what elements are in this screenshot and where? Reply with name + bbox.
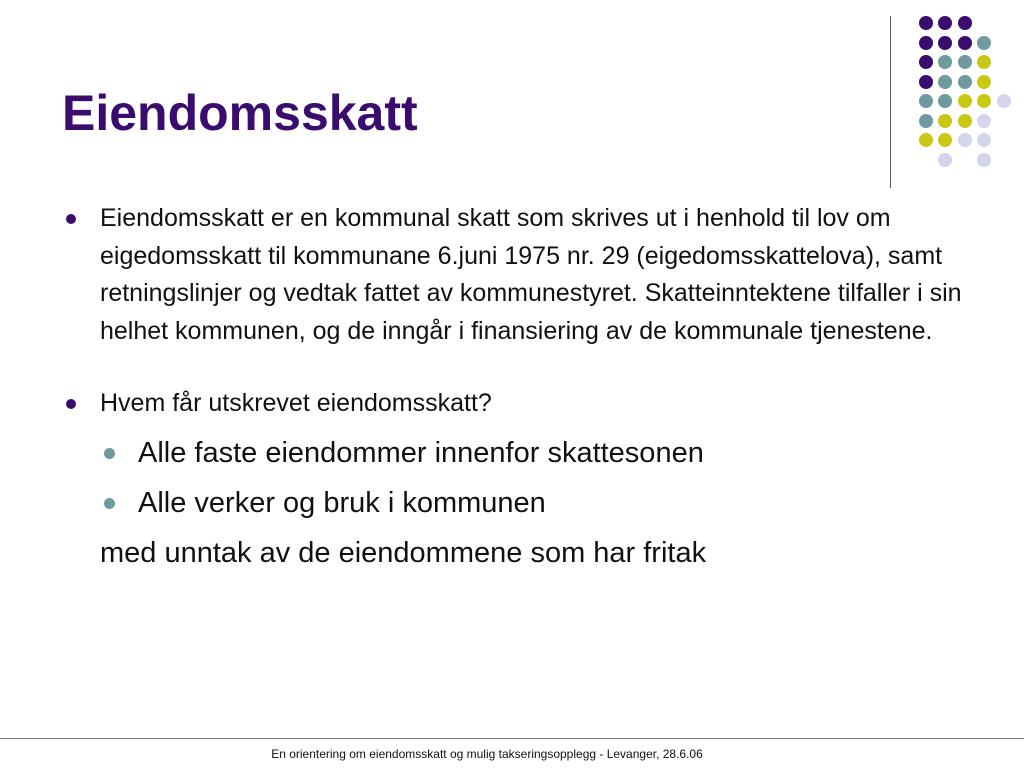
sub-bullet-text: Alle verker og bruk i kommunen bbox=[138, 486, 546, 519]
footer-text: En orientering om eiendomsskatt og mulig takseringsopplegg - Levanger, 28.6.06 bbox=[271, 747, 703, 761]
decorative-dot-icon bbox=[938, 114, 952, 128]
decorative-dot-icon bbox=[997, 94, 1011, 108]
decorative-dot-icon bbox=[958, 16, 972, 30]
bullet-dot-icon bbox=[66, 399, 76, 409]
decorative-dot-icon bbox=[977, 133, 991, 147]
sub-bullet-item bbox=[62, 483, 992, 523]
decorative-dot-icon bbox=[938, 133, 952, 147]
decorative-dot-icon bbox=[958, 114, 972, 128]
decorative-dot-icon bbox=[977, 75, 991, 89]
slide-body bbox=[62, 200, 992, 573]
decorative-dot-icon bbox=[938, 75, 952, 89]
decorative-dot-icon bbox=[977, 94, 991, 108]
decorative-dot-icon bbox=[977, 114, 991, 128]
sub-bullet-dot-icon bbox=[104, 448, 115, 459]
decorative-dot-icon bbox=[958, 133, 972, 147]
decorative-dot-icon bbox=[919, 55, 933, 69]
decorative-dot-icon bbox=[938, 94, 952, 108]
slide-title: Eiendomsskatt bbox=[62, 85, 418, 141]
decorative-dot-icon bbox=[938, 153, 952, 167]
footer-divider bbox=[0, 738, 1024, 739]
sub-bullet-text: Alle faste eiendommer innenfor skattesonen bbox=[138, 436, 704, 469]
decorative-dot-icon bbox=[958, 36, 972, 50]
decorative-dot-icon bbox=[919, 114, 933, 128]
bullet-dot-icon bbox=[66, 214, 76, 224]
footer bbox=[0, 747, 1024, 761]
decorative-dot-icon bbox=[977, 55, 991, 69]
decorative-dot-icon bbox=[958, 94, 972, 108]
bullet-text: Eiendomsskatt er en kommunal skatt som skrives ut i henhold til lov om eigedomsskatt til kommunane 6.juni 1975 nr. 29 (eigedomsskattelova), samt retningslinjer og vedtak fattet av kommunestyret. Skatteinntektene tilfaller i sin helhet kommunen, og de inngår i finansiering av de kommunale tjenestene. bbox=[100, 204, 962, 345]
decorative-dot-icon bbox=[919, 75, 933, 89]
decorative-dot-icon bbox=[919, 133, 933, 147]
decorative-dot-icon bbox=[977, 153, 991, 167]
bullet-item bbox=[62, 200, 992, 350]
decorative-dot-icon bbox=[958, 55, 972, 69]
decorative-dot-icon bbox=[919, 94, 933, 108]
exception-note: med unntak av de eiendommene som har fritak bbox=[100, 536, 707, 569]
decorative-dot-icon bbox=[977, 36, 991, 50]
decorative-dot-icon bbox=[919, 36, 933, 50]
bullet-text: Hvem får utskrevet eiendomsskatt? bbox=[100, 389, 492, 417]
decorative-dot-icon bbox=[919, 16, 933, 30]
decorative-dot-icon bbox=[938, 55, 952, 69]
decorative-vertical-line bbox=[890, 16, 891, 188]
sub-bullet-dot-icon bbox=[104, 498, 115, 509]
bullet-item bbox=[62, 385, 992, 423]
sub-bullet-item bbox=[62, 433, 992, 473]
decorative-dot-icon bbox=[938, 16, 952, 30]
decorative-dot-icon bbox=[958, 75, 972, 89]
decorative-dot-icon bbox=[938, 36, 952, 50]
